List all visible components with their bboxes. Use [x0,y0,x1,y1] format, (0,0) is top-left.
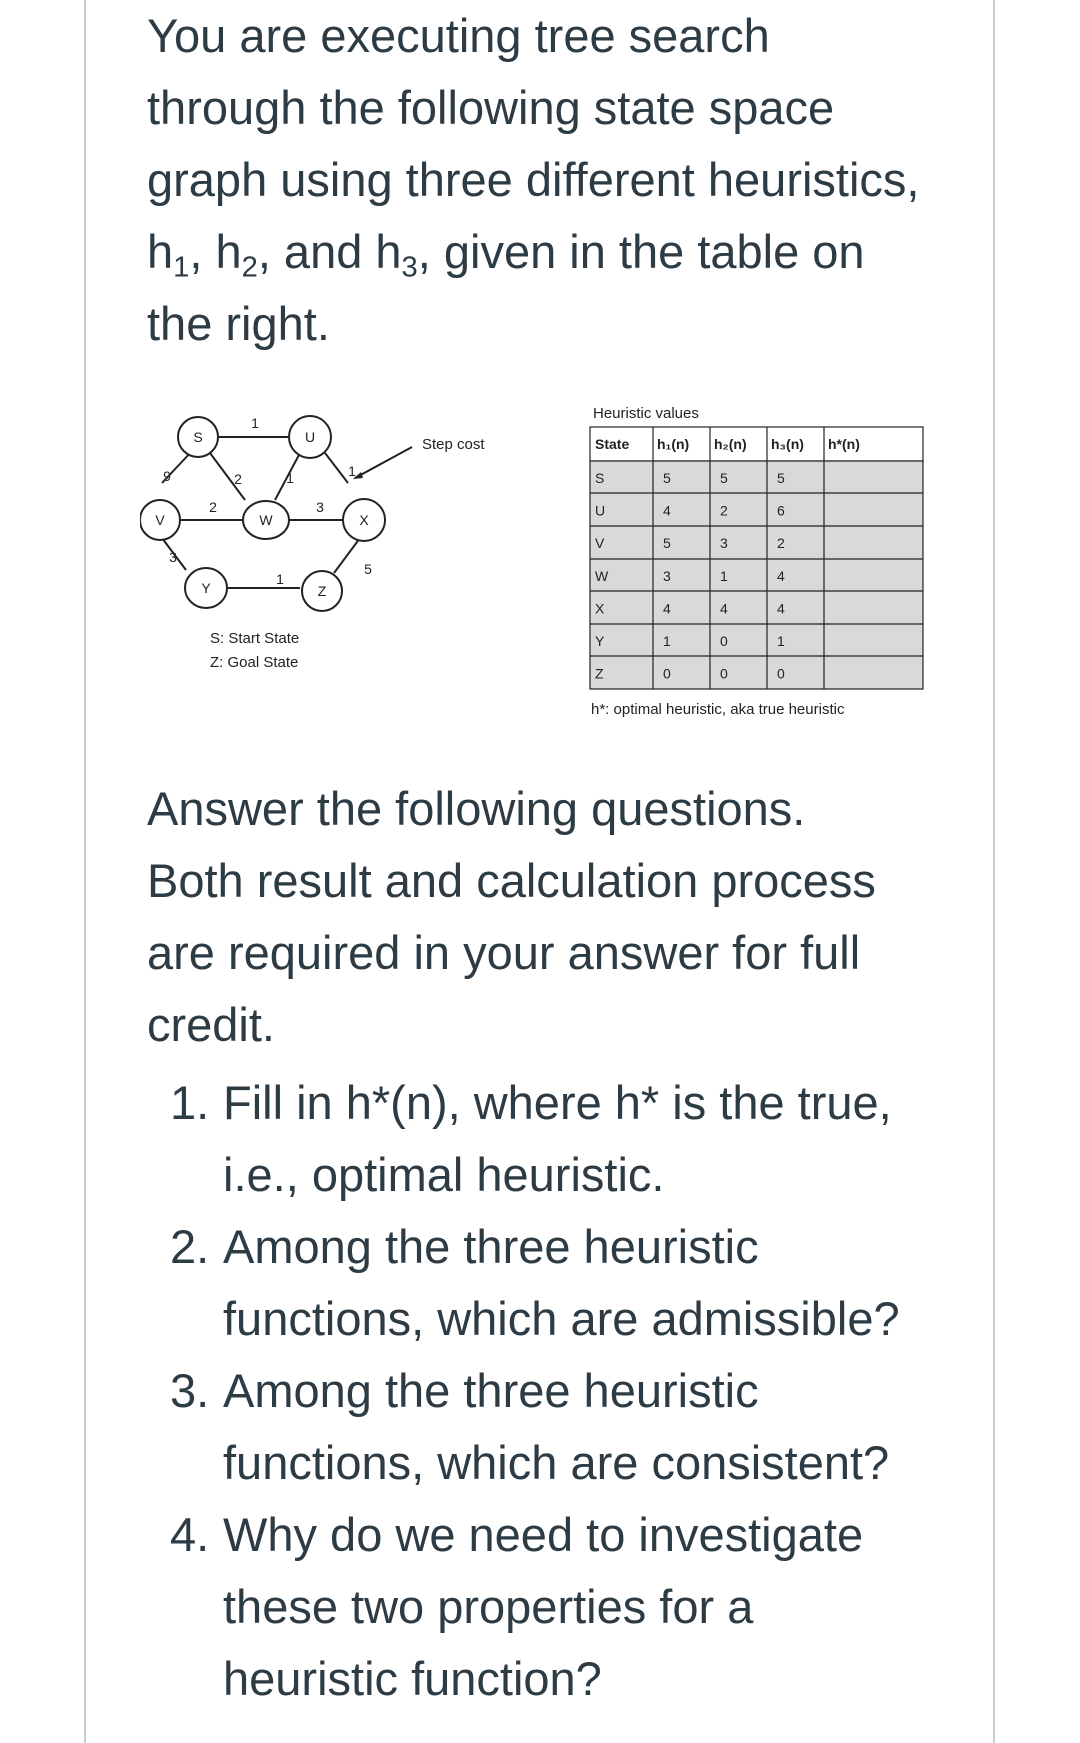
instructions-line: credit. [147,998,275,1051]
node-label-z: Z [317,583,327,599]
node-label-y: Y [201,580,211,596]
node-label-u: U [304,429,316,445]
edge-u-x [325,453,348,483]
table-state-cell: V [595,535,605,552]
table-state-cell: U [595,502,606,519]
table-value-cell: 3 [663,567,671,584]
question-text: Among the three heuristic [223,1364,759,1417]
table-value-cell: 4 [663,600,671,617]
table-value-cell: 0 [720,633,728,649]
question-item [170,1211,960,1355]
edge-cost-w-x: 3 [316,499,324,515]
question-number: 2. [170,1220,210,1273]
instructions-line: Both result and calculation process [147,854,876,907]
table-value-cell: 5 [663,535,671,552]
question-item [170,1499,960,1715]
table-value-cell: 1 [720,567,728,584]
step-cost-label: Step cost [422,436,485,453]
instructions-paragraph [147,773,967,1061]
instructions-line: are required in your answer for full [147,926,861,979]
table-value-cell: 4 [720,600,728,617]
intro-paragraph [147,0,967,360]
question-text: Fill in h*(n), where h* is the true, [223,1076,892,1129]
legend-start-state: S: Start State [210,630,300,647]
question-text: heuristic function? [223,1652,602,1705]
edge-x-z [334,538,360,573]
table-value-cell: 5 [777,470,785,486]
edge-cost-x-z: 5 [364,561,372,577]
edge-cost-v-w: 2 [209,499,217,515]
table-value-cell: 2 [777,535,785,552]
table-value-cell: 5 [720,470,728,486]
table-header-cell: h₃(n) [771,436,804,452]
node-label-x: X [359,512,369,528]
table-state-cell: Y [595,633,605,649]
edge-cost-y-z: 1 [276,571,284,587]
node-label-s: S [193,429,203,445]
edge-cost-s-w: 2 [234,471,242,487]
table-value-cell: 2 [720,502,728,519]
question-number: 4. [170,1508,210,1561]
question-text: these two properties for a [223,1580,754,1633]
node-label-v: V [155,512,165,528]
intro-line: the right. [147,297,330,350]
page-border-right [993,0,995,1743]
node-label-w: W [259,512,273,528]
table-value-cell: 1 [777,633,785,649]
step-cost-pointer [355,447,412,478]
table-value-cell: 4 [663,502,671,519]
instructions-line: Answer the following questions. [147,782,806,835]
table-value-cell: 0 [720,665,728,682]
table-state-cell: Z [595,665,604,682]
intro-line: through the following state space [147,81,835,134]
table-value-cell: 0 [663,665,671,682]
table-state-cell: S [595,470,605,486]
table-value-cell: 4 [777,567,785,584]
edge-cost-u-x: 1 [348,463,356,479]
question-number: 3. [170,1364,210,1417]
question-number: 1. [170,1076,210,1129]
question-text: functions, which are consistent? [223,1436,890,1489]
question-text: Among the three heuristic [223,1220,759,1273]
table-state-cell: X [595,600,605,617]
page-border-left [84,0,86,1743]
table-value-cell: 0 [777,665,785,682]
table-header-cell: State [595,436,630,452]
intro-line: You are executing tree search [147,9,770,62]
table-footnote: h*: optimal heuristic, aka true heuristic [591,701,845,718]
state-space-figure [140,395,940,735]
legend-goal-state: Z: Goal State [210,654,299,671]
question-item [170,1067,960,1211]
table-value-cell: 1 [663,633,671,649]
edge-cost-v-y: 3 [169,549,177,565]
question-text: i.e., optimal heuristic. [223,1148,665,1201]
question-item [170,1355,960,1499]
edge-cost-s-u: 1 [251,415,259,431]
intro-line: graph using three different heuristics, [147,153,920,206]
question-list [170,1067,960,1715]
table-value-cell: 4 [777,600,785,617]
table-title: Heuristic values [593,405,699,422]
edge-cost-u-w: 1 [286,470,294,486]
table-header-cell: h*(n) [828,436,860,452]
intro-line-heuristics: $h_1$, $h_2$, and $h_3$, given in the table on [147,225,865,284]
question-text: functions, which are admissible? [223,1292,900,1345]
table-value-cell: 3 [720,535,728,552]
table-state-cell: W [595,567,609,584]
table-header-cell: h₂(n) [714,436,747,452]
edge-cost-s-v: 9 [163,468,171,484]
table-header-cell: h₁(n) [657,436,690,452]
table-value-cell: 5 [663,470,671,486]
question-text: Why do we need to investigate [223,1508,864,1561]
table-value-cell: 6 [777,502,785,519]
